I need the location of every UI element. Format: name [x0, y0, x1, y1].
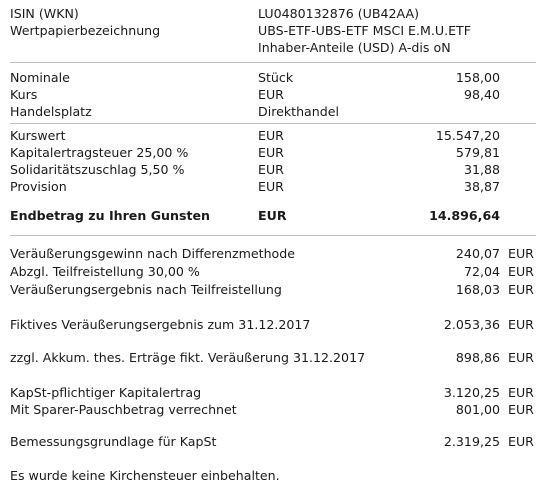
amount-currency: EUR: [258, 145, 284, 160]
tax-gewinn-value: 240,07: [455, 246, 500, 261]
tax-ergebnis-label: Veräußerungsergebnis nach Teilfreistellung: [10, 282, 282, 297]
amount-currency: EUR: [258, 162, 284, 177]
tax-bemessung-unit: EUR: [508, 434, 534, 449]
tax-kapst-row: [0, 384, 546, 401]
kurs-unit: EUR: [258, 87, 284, 102]
tax-ergebnis-row: [0, 281, 546, 298]
amount-row: [0, 144, 546, 161]
nominale-unit: Stück: [258, 70, 294, 85]
security-name-label: Wertpapierbezeichnung: [10, 23, 161, 38]
tax-bemessung-label: Bemessungsgrundlage für KapSt: [10, 434, 217, 449]
tax-akkum-value: 898,86: [455, 350, 500, 365]
total-value: 14.896,64: [429, 208, 500, 223]
kurs-label: Kurs: [10, 87, 38, 102]
tax-sparer-unit: EUR: [508, 402, 534, 417]
tax-gewinn-label: Veräußerungsgewinn nach Differenzmethode: [10, 246, 296, 261]
kurs-row: [0, 86, 546, 103]
amount-currency: EUR: [258, 179, 284, 194]
amount-row: [0, 127, 546, 144]
tax-kapst-label: KapSt-pflichtiger Kapitalertrag: [10, 385, 202, 400]
tax-teilfreistellung-label: Abzgl. Teilfreistellung 30,00 %: [10, 264, 200, 279]
separator-2: [10, 123, 536, 124]
tax-fiktiv-row: [0, 316, 546, 333]
isin-label: ISIN (WKN): [10, 6, 79, 21]
nominale-row: [0, 69, 546, 86]
total-label: Endbetrag zu Ihren Gunsten: [10, 208, 210, 223]
tax-kapst-unit: EUR: [508, 385, 534, 400]
tax-gewinn-row: [0, 245, 546, 262]
isin-row: [0, 5, 546, 22]
tax-teilfreistellung-row: [0, 263, 546, 280]
tax-bemessung-value: 2.319,25: [443, 434, 500, 449]
tax-sparer-value: 801,00: [455, 402, 500, 417]
amount-label: Kurswert: [10, 128, 66, 143]
amount-label: Provision: [10, 179, 67, 194]
nominale-value: 158,00: [455, 70, 500, 85]
tax-teilfreistellung-value: 72,04: [463, 264, 500, 279]
tax-gewinn-unit: EUR: [508, 246, 534, 261]
nominale-label: Nominale: [10, 70, 70, 85]
amount-label: Kapitalertragsteuer 25,00 %: [10, 145, 189, 160]
tax-ergebnis-unit: EUR: [508, 282, 534, 297]
handelsplatz-row: [0, 103, 546, 120]
kurs-value: 98,40: [463, 87, 500, 102]
security-name-line2: Inhaber-Anteile (USD) A-dis oN: [258, 40, 451, 55]
separator-1: [10, 62, 536, 63]
total-row: [0, 207, 546, 224]
footer-note-row: [0, 467, 546, 484]
security-name-row: [0, 22, 546, 39]
tax-bemessung-row: [0, 433, 546, 450]
amount-value: 31,88: [463, 162, 500, 177]
handelsplatz-value: Direkthandel: [258, 104, 339, 119]
isin-value: LU0480132876 (UB42AA): [258, 6, 420, 21]
amount-value: 579,81: [455, 145, 500, 160]
amount-label: Solidaritätszuschlag 5,50 %: [10, 162, 185, 177]
tax-akkum-row: [0, 349, 546, 366]
tax-akkum-unit: EUR: [508, 350, 534, 365]
security-name-line1: UBS-ETF-UBS-ETF MSCI E.M.U.ETF: [258, 23, 471, 38]
tax-sparer-row: [0, 401, 546, 418]
security-name-row-2: [0, 39, 546, 56]
tax-fiktiv-unit: EUR: [508, 317, 534, 332]
tax-fiktiv-value: 2.053,36: [443, 317, 500, 332]
amount-value: 38,87: [463, 179, 500, 194]
amount-currency: EUR: [258, 128, 284, 143]
tax-teilfreistellung-unit: EUR: [508, 264, 534, 279]
separator-3: [10, 235, 536, 236]
tax-fiktiv-label: Fiktives Veräußerungsergebnis zum 31.12.2017: [10, 317, 311, 332]
handelsplatz-label: Handelsplatz: [10, 104, 92, 119]
amount-row: [0, 161, 546, 178]
footer-note: Es wurde keine Kirchensteuer einbehalten.: [10, 468, 280, 483]
amount-row: [0, 178, 546, 195]
tax-ergebnis-value: 168,03: [455, 282, 500, 297]
amount-value: 15.547,20: [435, 128, 500, 143]
tax-kapst-value: 3.120,25: [443, 385, 500, 400]
tax-sparer-label: Mit Sparer-Pauschbetrag verrechnet: [10, 402, 237, 417]
total-currency: EUR: [258, 208, 287, 223]
tax-akkum-label: zzgl. Akkum. thes. Erträge fikt. Veräußerung 31.12.2017: [10, 350, 366, 365]
